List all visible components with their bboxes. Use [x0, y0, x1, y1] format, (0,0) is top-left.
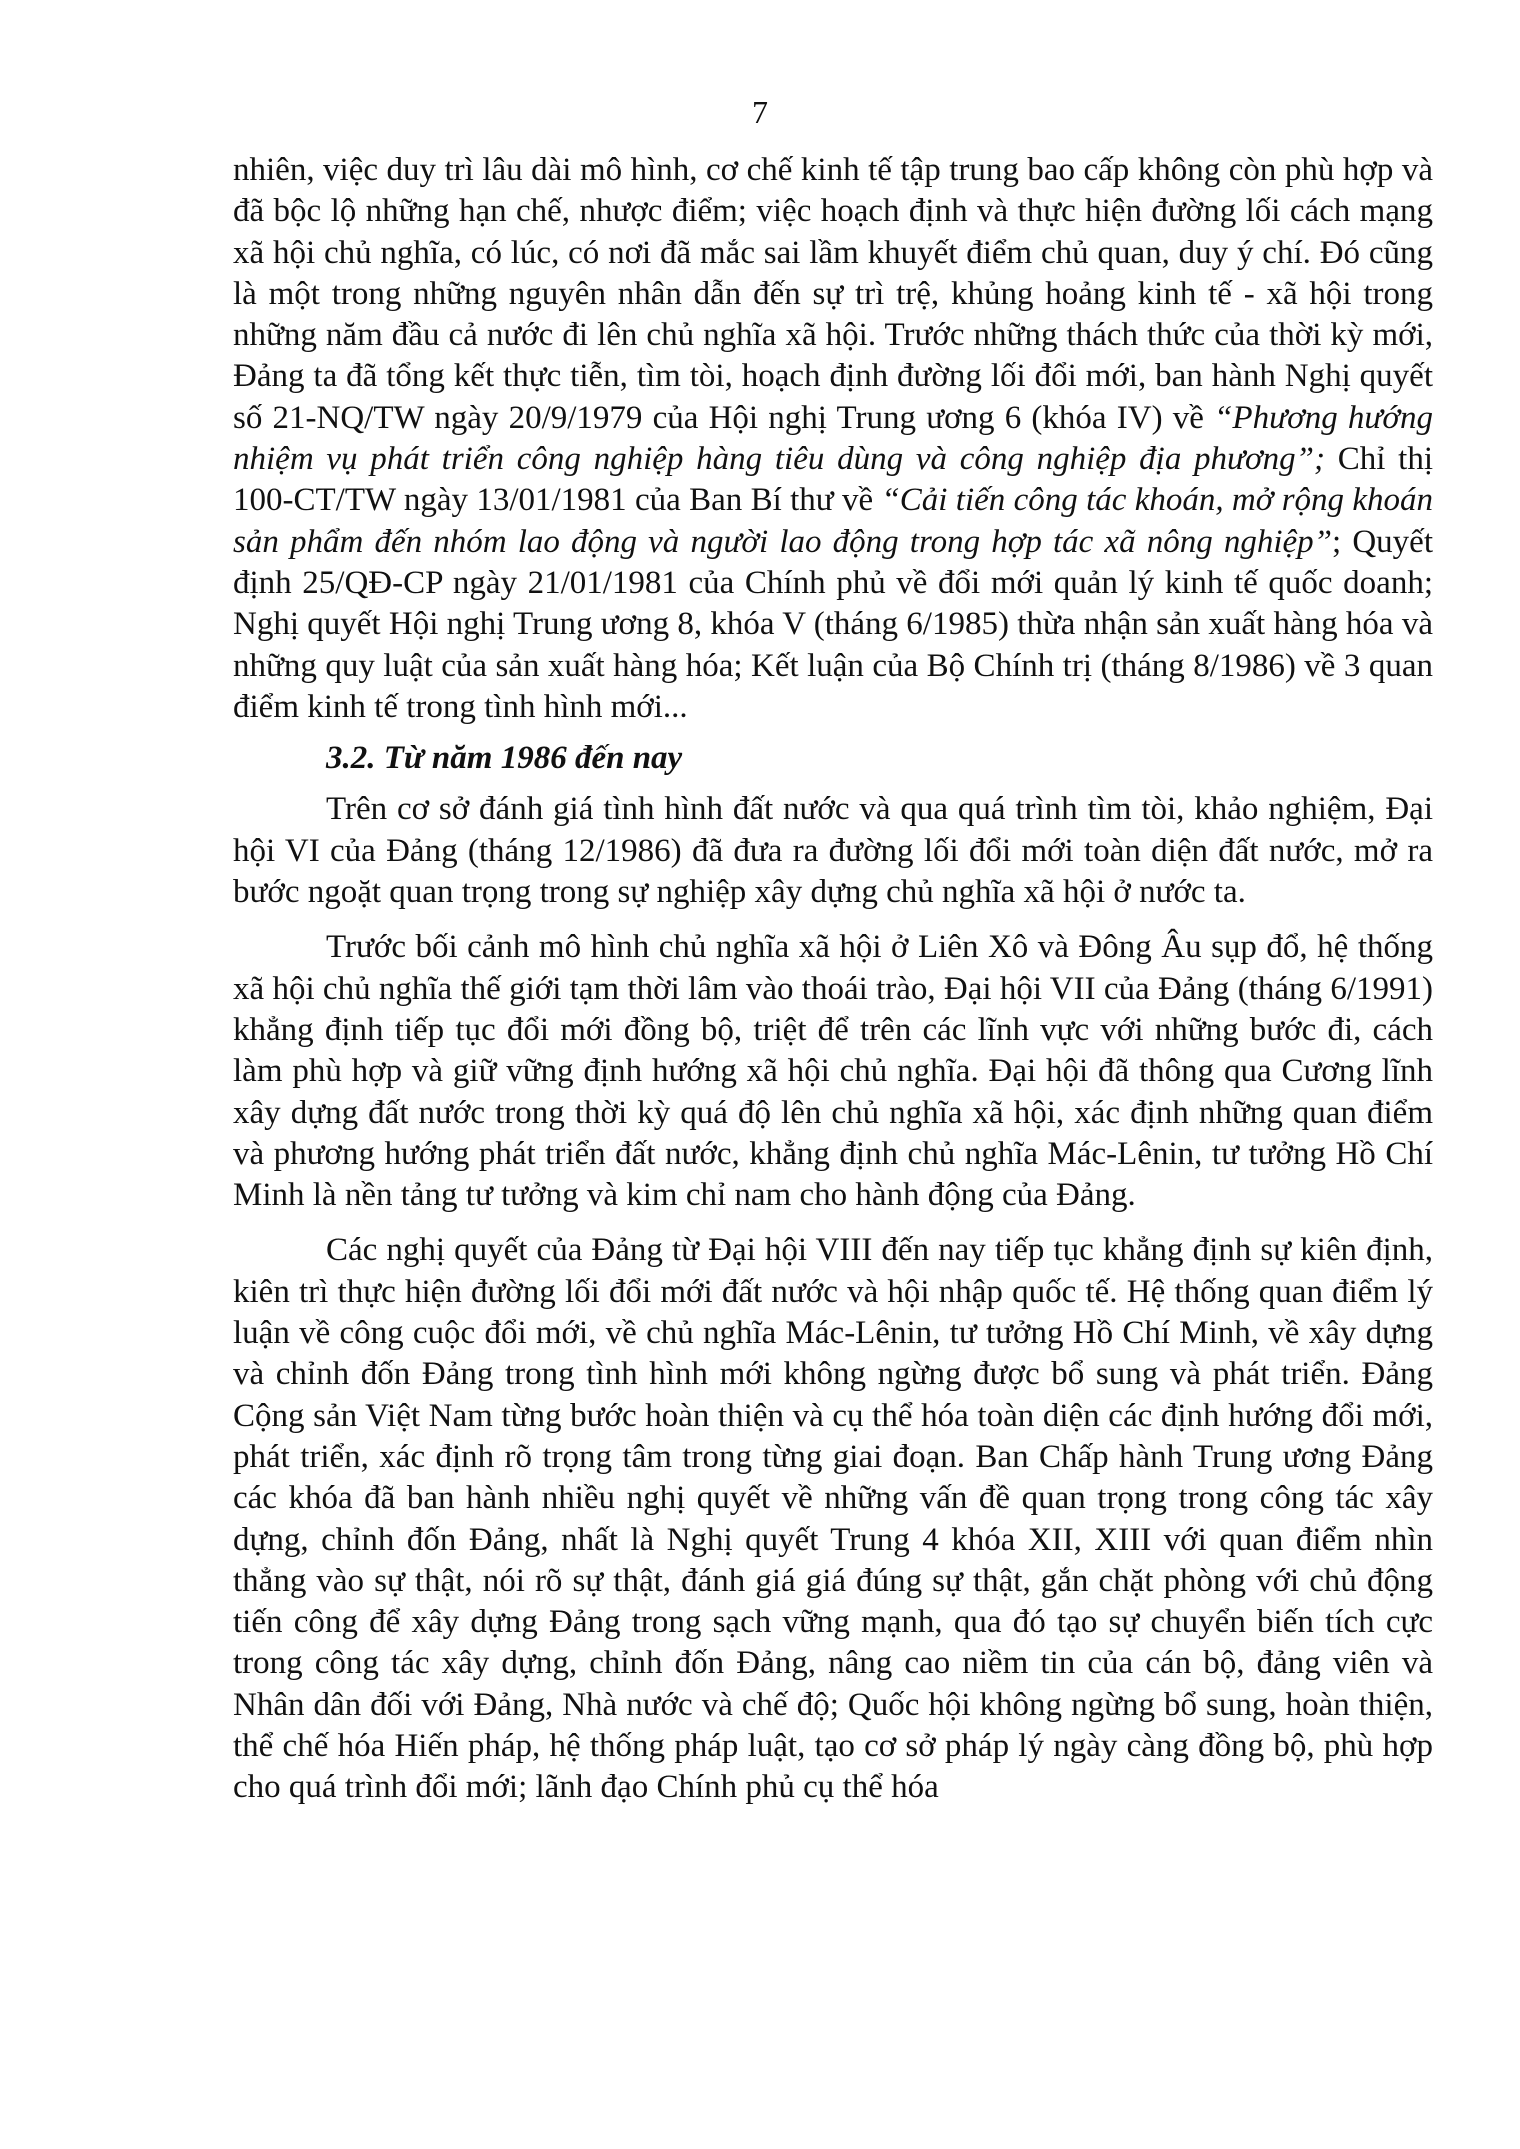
italic-quote-directive-100: “Cải tiến công tác khoán, mở rộng khoán sản phẩm đến nhóm lao động và người lao động trong hợp tác xã nông nghiệp”: [233, 482, 1433, 560]
section-heading: 3.2. Từ năm 1986 đến nay: [326, 740, 683, 777]
paragraph-dai-hoi-viii: Các nghị quyết của Đảng từ Đại hội VIII đến nay tiếp tục khẳng định sự kiên định, kiên trì thực hiện đường lối đổi mới đất nước và hội nhập quốc tế. Hệ thống quan điểm lý luận về công cuộc đổi mới, về chủ nghĩa Mác-Lênin, tư tưởng Hồ Chí Minh, về xây dựng và chỉnh đốn Đảng trong tình hình mới không ngừng được bổ sung và phát triển. Đảng Cộng sản Việt Nam từng bước hoàn thiện và cụ thể hóa toàn diện các định hướng đổi mới, phát triển, xác định rõ trọng tâm trong từng giai đoạn. Ban Chấp hành Trung ương Đảng các khóa đã ban hành nhiều nghị quyết về những vấn đề quan trọng trong công tác xây dựng, chỉnh đốn Đảng, nhất là Nghị quyết Trung 4 khóa XII, XIII với quan điểm nhìn thẳng vào sự thật, nói rõ sự thật, đánh giá giá đúng sự thật, gắn chặt phòng với chủ động tiến công để xây dựng Đảng trong sạch vững mạnh, qua đó tạo sự chuyển biến tích cực trong công tác xây dựng, chỉnh đốn Đảng, nâng cao niềm tin của cán bộ, đảng viên và Nhân dân đối với Đảng, Nhà nước và chế độ; Quốc hội không ngừng bổ sung, hoàn thiện, thể chế hóa Hiến pháp, hệ thống pháp luật, tạo cơ sở pháp lý ngày càng đồng bộ, phù hợp cho quá trình đổi mới; lãnh đạo Chính phủ cụ thể hóa: [233, 1232, 1433, 1806]
text-run: nhiên, việc duy trì lâu dài mô hình, cơ chế kinh tế tập trung bao cấp không còn phù hợp và đã bộc lộ những hạn chế, nhược điểm; việc hoạch định và thực hiện đường lối cách mạng xã hội chủ nghĩa, có lúc, có nơi đã mắc sai lầm khuyết điểm chủ quan, duy ý chí. Đó cũng là một trong những nguyên nhân dẫn đến sự trì trệ, khủng hoảng kinh tế - xã hội trong những năm đầu cả nước đi lên chủ nghĩa xã hội. Trước những thách thức của thời kỳ mới, Đảng ta đã tổng kết thực tiễn, tìm tòi, hoạch định đường lối đổi mới, ban hành Nghị quyết số 21-NQ/TW ngày 20/9/1979 của Hội nghị Trung ương 6 (khóa IV) về: [233, 152, 1433, 436]
text-run: ; Quyết định 25/QĐ-CP ngày 21/01/1981 của Chính phủ về đổi mới quản lý kinh tế quốc doanh; Nghị quyết Hội nghị Trung ương 8, khóa V (tháng 6/1985) thừa nhận sản xuất hàng hóa và những quy luật của sản xuất hàng hóa; Kết luận của Bộ Chính trị (tháng 8/1986) về 3 quan điểm kinh tế trong tình hình mới...: [233, 523, 1433, 725]
text-run: Chỉ thị 100-CT/TW ngày 13/01/1981 của Ban Bí thư về: [233, 441, 1433, 519]
page-number: 7: [752, 94, 768, 130]
italic-quote-resolution-21: “Phương hướng nhiệm vụ phát triển công nghiệp hàng tiêu dùng và công nghiệp địa phương”;: [233, 399, 1433, 478]
paragraph-continuation: [233, 150, 1433, 728]
paragraph-dai-hoi-vii: Trước bối cảnh mô hình chủ nghĩa xã hội ở Liên Xô và Đông Âu sụp đổ, hệ thống xã hội chủ nghĩa thế giới tạm thời lâm vào thoái trào, Đại hội VII của Đảng (tháng 6/1991) khẳng định tiếp tục đổi mới đồng bộ, triệt để trên các lĩnh vực với những bước đi, cách làm phù hợp và giữ vững định hướng xã hội chủ nghĩa. Đại hội đã thông qua Cương lĩnh xây dựng đất nước trong thời kỳ quá độ lên chủ nghĩa xã hội, xác định những quan điểm và phương hướng phát triển đất nước, khẳng định chủ nghĩa Mác-Lênin, tư tưởng Hồ Chí Minh là nền tảng tư tưởng và kim chỉ nam cho hành động của Đảng.: [233, 929, 1433, 1214]
body-text: [233, 150, 1433, 1809]
paragraph-dai-hoi-vi: Trên cơ sở đánh giá tình hình đất nước và qua quá trình tìm tòi, khảo nghiệm, Đại hội VI của Đảng (tháng 12/1986) đã đưa ra đường lối đổi mới toàn diện đất nước, mở ra bước ngoặt quan trọng trong sự nghiệp xây dựng chủ nghĩa xã hội ở nước ta.: [233, 791, 1433, 911]
